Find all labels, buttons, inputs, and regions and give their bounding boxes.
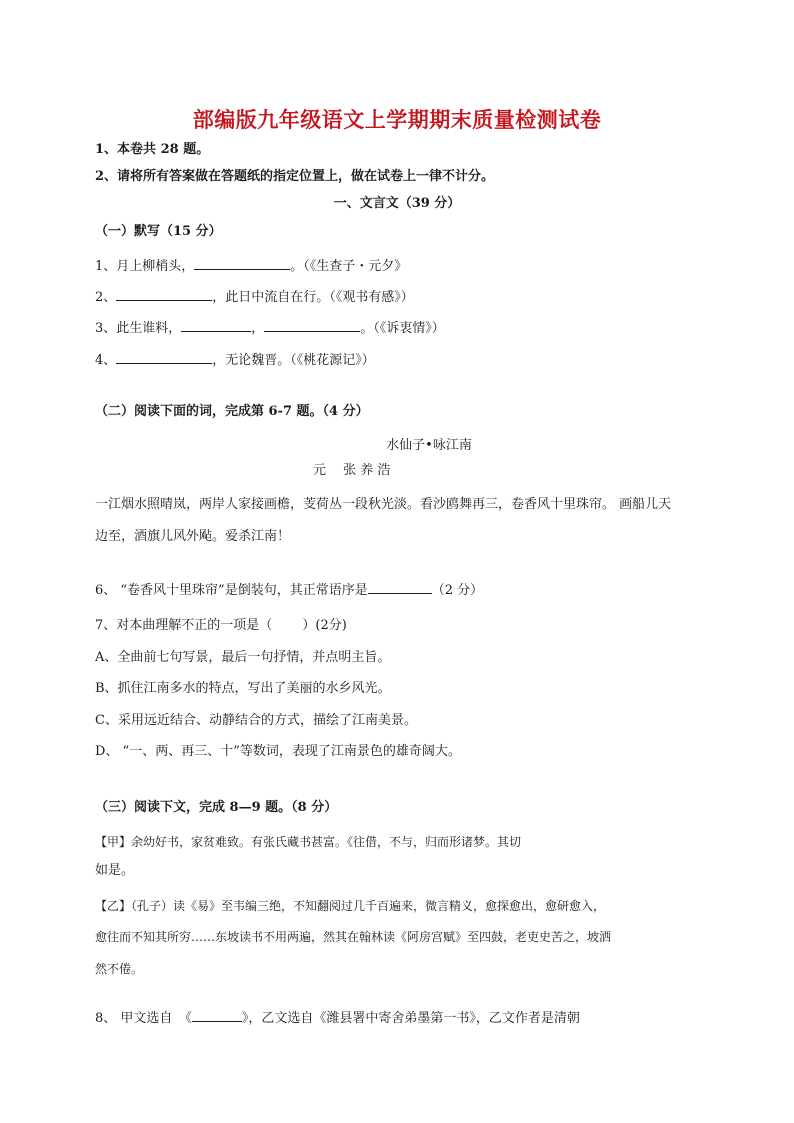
passage-yi-line-3: 然不倦。 xyxy=(95,962,144,976)
question-8-suffix: 》，乙文选自《潍县署中寄舍弟墨第一书》，乙文作者是清朝 xyxy=(241,1011,580,1026)
question-7: 7、对本曲理解不正的一项是（ ）(2分) xyxy=(95,618,347,633)
answer-blank-1[interactable] xyxy=(194,256,290,270)
question-3-prefix: 3、此生谁料， xyxy=(95,321,182,336)
page-title: 部编版九年级语文上学期期末质量检测试卷 xyxy=(192,107,602,132)
poem-line-1: 一江烟水照晴岚，两岸人家接画檐，芰荷丛一段秋光淡。看沙鸥舞再三，卷香风十里珠帘。 画船儿天 xyxy=(95,497,672,512)
answer-blank-2[interactable] xyxy=(116,287,212,301)
answer-blank-3a[interactable] xyxy=(181,318,251,332)
section2-heading: （二）阅读下面的词，完成第 6-7 题。（4 分） xyxy=(95,404,369,419)
answer-blank-4[interactable] xyxy=(116,350,212,364)
answer-blank-3b[interactable] xyxy=(264,318,360,332)
question-8 xyxy=(95,1008,580,1028)
passage-yi-line-1: 【乙】（孔子）读《易》至韦编三绝，不知翻阅过几千百遍来，微言精义，愈探愈出，愈研愈入， xyxy=(95,899,606,913)
note-1: 1、本卷共 28 题。 xyxy=(95,142,210,157)
question-2-prefix: 2、 xyxy=(95,290,117,305)
question-1-prefix: 1、月上柳梢头， xyxy=(95,259,195,274)
question-3-mid: ， xyxy=(251,321,265,336)
poem-line-2: 边至，酒旗儿风外飐。爱杀江南！ xyxy=(95,529,291,544)
section3-heading: （三）阅读下文，完成 8—9 题。（8 分） xyxy=(95,800,338,815)
section1-heading: （一）默写（15 分） xyxy=(95,224,222,239)
passage-yi-line-2: 愈往而不知其所穷……东坡读书不用两遍，然其在翰林读《阿房宫赋》至四鼓，老吏史苦之，坡洒 xyxy=(95,930,612,944)
poem-title: 水仙子•咏江南 xyxy=(386,438,472,453)
question-6-prefix: 6、 “卷香风十里珠帘”是倒装句，其正常语序是 xyxy=(95,583,368,598)
poem-author: 元 张 养 浩 xyxy=(313,463,391,478)
question-4-prefix: 4、 xyxy=(95,353,117,368)
question-6 xyxy=(95,580,483,600)
question-1-suffix: 。（《生查子・元夕》 xyxy=(290,259,408,274)
passage-jia-line-2: 如是。 xyxy=(95,863,135,878)
note-2: 2、请将所有答案做在答题纸的指定位置上，做在试卷上一律不计分。 xyxy=(95,169,495,184)
option-d: D、 “一、两、再三、十”等数词，表现了江南景色的雄奇阔大。 xyxy=(95,744,461,759)
question-8-prefix: 8、 甲文选自 《 xyxy=(95,1011,192,1026)
passage-jia-line-1: 【甲】余幼好书，家贫难致。有张氏藏书甚富。《往借，不与，归而形诸梦。其切 xyxy=(95,835,522,849)
option-c: C、采用远近结合、动静结合的方式，描绘了江南美景。 xyxy=(95,713,417,728)
answer-blank-8[interactable] xyxy=(192,1008,242,1022)
question-4 xyxy=(95,350,375,370)
question-2-suffix: ，此日中流自在行。（《观书有感》） xyxy=(212,290,414,305)
question-1 xyxy=(95,256,407,276)
option-a: A、全曲前七句写景，最后一句抒情，并点明主旨。 xyxy=(95,650,391,665)
question-6-suffix: （2 分） xyxy=(431,583,484,598)
question-2 xyxy=(95,287,414,307)
answer-blank-6[interactable] xyxy=(368,580,432,594)
part1-heading: 一、文言文（39 分） xyxy=(333,196,461,211)
question-4-suffix: ，无论魏晋。（《桃花源记》） xyxy=(212,353,375,368)
question-3 xyxy=(95,318,445,338)
option-b: B、抓住江南多水的特点，写出了美丽的水乡风光。 xyxy=(95,681,391,696)
question-3-suffix: 。（《诉衷情》） xyxy=(360,321,445,336)
